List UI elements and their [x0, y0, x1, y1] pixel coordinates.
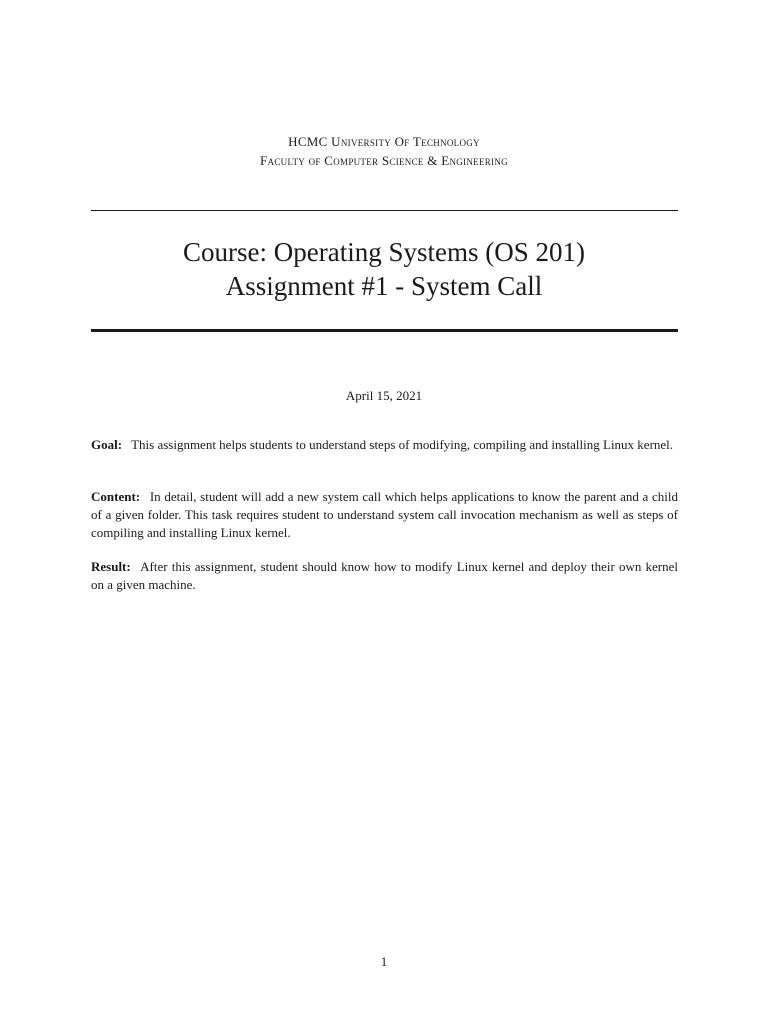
university-name: HCMC University Of Technology: [288, 134, 480, 149]
content-text: In detail, student will add a new system call which helps applications to know the parent and a child of a given folder. This task requires student to understand system call invocation mechanism as well as steps of compiling and installing Linux kernel.: [91, 489, 679, 540]
bottom-rule: [91, 329, 678, 332]
goal-label: Goal:: [91, 437, 123, 452]
faculty-name: Faculty of Computer Science & Engineering: [260, 153, 508, 168]
goal-section: [91, 436, 678, 454]
top-rule: [91, 210, 678, 211]
result-section: [91, 558, 678, 594]
content-section: [91, 488, 678, 542]
page-number: 1: [380, 954, 388, 969]
result-label: Result:: [91, 559, 131, 574]
title-block: [0, 235, 768, 303]
assignment-title: Assignment #1 - System Call: [225, 271, 543, 301]
content-label: Content:: [91, 489, 141, 504]
institution-header: [0, 132, 768, 170]
goal-text: This assignment helps students to understand steps of modifying, compiling and installing Linux kernel.: [131, 437, 674, 452]
course-title: Course: Operating Systems (OS 201): [183, 237, 585, 267]
document-date: April 15, 2021: [345, 388, 423, 403]
result-text: After this assignment, student should know how to modify Linux kernel and deploy their own kernel on a given machine.: [91, 559, 678, 592]
